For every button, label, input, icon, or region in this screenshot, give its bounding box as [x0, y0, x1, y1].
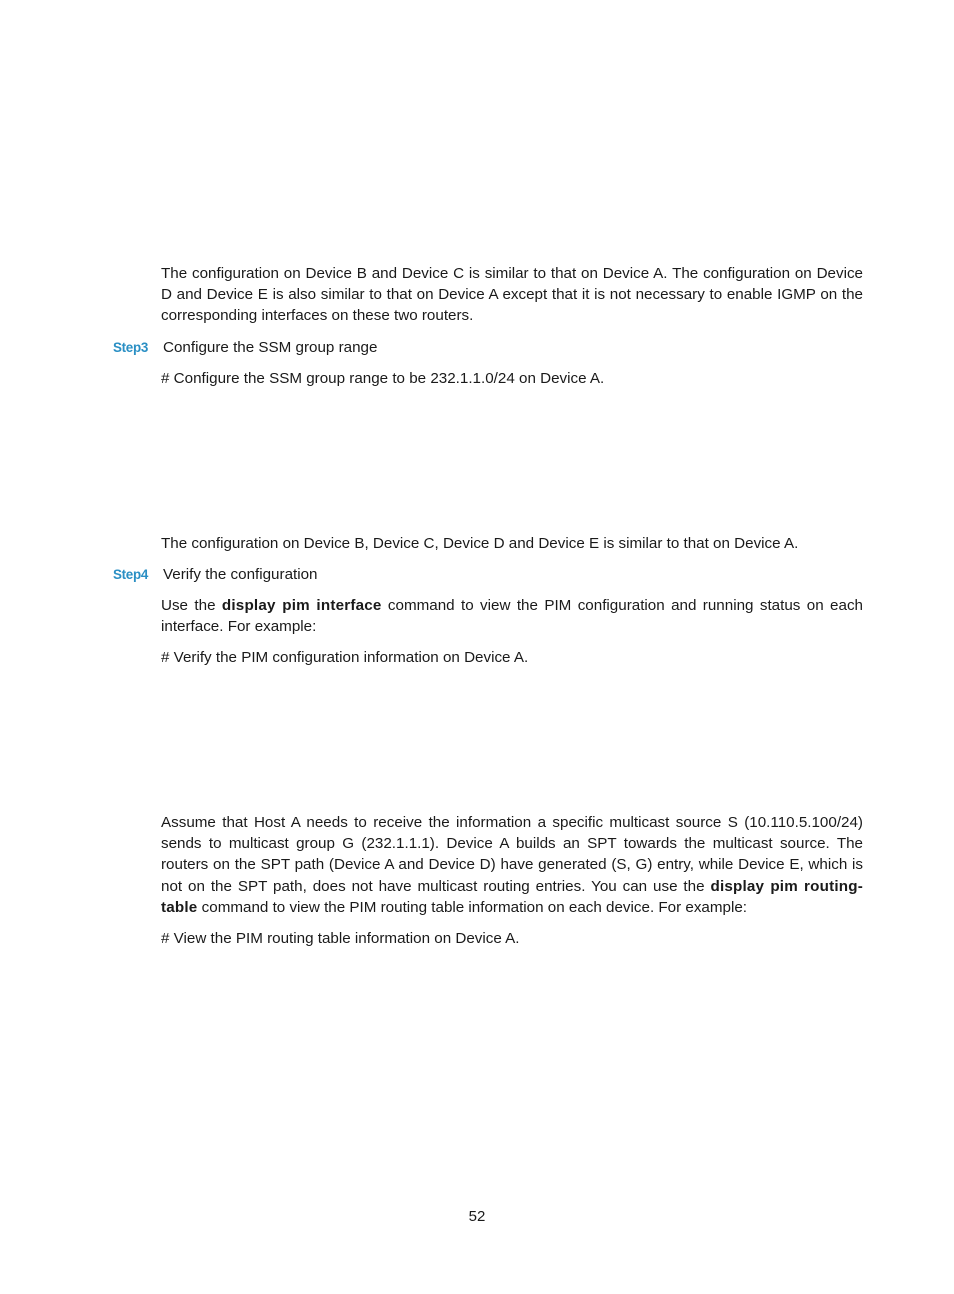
ssm-range-instruction: # Configure the SSM group range to be 232.1.1.0/24 on Device A.	[161, 370, 605, 387]
spt-explanation-paragraph	[161, 812, 863, 918]
display-pim-interface-command: display pim interface	[221, 597, 382, 614]
step-3-title: Configure the SSM group range	[163, 339, 378, 356]
step-4-label: Step4	[113, 567, 148, 582]
step-4-title: Verify the configuration	[163, 566, 318, 583]
verify-pim-instruction: # Verify the PIM configuration information on Device A.	[161, 649, 529, 666]
display-pim-routing-table-command: display pim routing-table	[161, 877, 863, 916]
step-4-heading	[113, 564, 318, 585]
p4-text-before: Use the	[161, 597, 222, 614]
page-number: 52	[468, 1208, 486, 1225]
device-config-note: The configuration on Device B and Device C is similar to that on Device A. The configuration on Device D and Device E is also similar to that on Device A except that it is not necessary to enable IGMP on the corresponding interfaces on these two routers.	[161, 265, 863, 325]
step-3-label: Step3	[113, 340, 148, 355]
p6-text-after: command to view the PIM routing table information on each device. For example:	[197, 898, 748, 916]
display-pim-interface-paragraph	[161, 595, 863, 637]
p4-text-after: command to view the PIM configuration and running status on each interface. For example:	[161, 597, 863, 636]
view-routing-table-instruction: # View the PIM routing table information on Device A.	[161, 930, 520, 947]
ssm-config-note: The configuration on Device B, Device C, Device D and Device E is similar to that on Device A.	[161, 535, 799, 552]
p6-text-before: Assume that Host A needs to receive the information a specific multicast source S (10.110.5.100/24) sends to multicast group G (232.1.1.1). Device A builds an SPT towards the multicast source. The routers on the SPT path (Device A and Device D) have generated (S, G) entry, while Device E, which is not on the SPT path, does not have multicast routing entries. You can use the	[161, 814, 863, 895]
step-3-heading	[113, 337, 377, 358]
